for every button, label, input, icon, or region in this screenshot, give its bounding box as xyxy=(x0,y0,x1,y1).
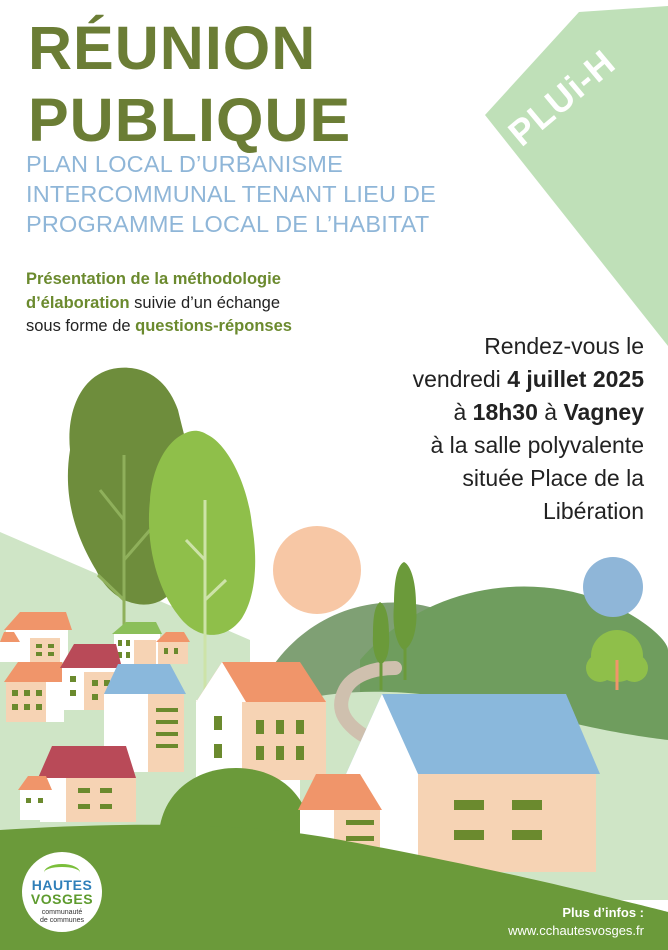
rdv-line-5: située Place de la xyxy=(462,465,644,491)
house-left-orange xyxy=(4,662,66,722)
presentation-highlight-3: questions-réponses xyxy=(135,317,292,335)
hautes-vosges-logo xyxy=(22,852,102,932)
subtitle-line-2: INTERCOMMUNAL TENANT LIEU DE xyxy=(26,181,436,207)
presentation-text xyxy=(26,268,292,339)
title-line-2: PUBLIQUE xyxy=(28,86,352,154)
house-foreground-blue xyxy=(346,694,600,872)
rdv-town: Vagney xyxy=(563,399,644,425)
rdv-line-2: vendredi xyxy=(412,366,508,392)
house-main-orange xyxy=(196,662,326,780)
more-info xyxy=(508,904,644,940)
logo-line-3b: de communes xyxy=(40,917,84,924)
sun xyxy=(273,526,361,614)
logo-line-3a: communauté xyxy=(41,909,83,916)
house-lower-red xyxy=(38,746,136,822)
pluih-badge: PLUi-H xyxy=(500,41,624,154)
house-far-2 xyxy=(112,622,162,664)
rdv-line-1: Rendez-vous le xyxy=(484,333,644,359)
more-info-url[interactable]: www.cchautesvosges.fr xyxy=(508,923,644,938)
presentation-text-3: sous forme de xyxy=(26,317,136,335)
logo-line-3 xyxy=(22,909,102,925)
logo-line-1: HAUTES xyxy=(31,877,93,893)
rendezvous-block xyxy=(413,330,644,528)
rdv-time: 18h30 xyxy=(472,399,538,425)
subtitle-line-3: PROGRAMME LOCAL DE L’HABITAT xyxy=(26,211,430,237)
more-info-label: Plus d’infos : xyxy=(562,905,644,920)
logo-line-2: VOSGES xyxy=(30,891,94,907)
rdv-line-3a: à xyxy=(453,399,473,425)
title-line-1: RÉUNION xyxy=(28,14,317,82)
rdv-line-6: Libération xyxy=(542,498,644,524)
presentation-highlight-1: Présentation de la méthodologie xyxy=(26,270,281,288)
rdv-date: 4 juillet 2025 xyxy=(507,366,644,392)
presentation-highlight-2: d’élaboration xyxy=(26,293,130,312)
sky-ball xyxy=(583,557,643,617)
presentation-text-2: suivie d’un échange xyxy=(129,293,281,312)
rdv-line-3b: à xyxy=(537,399,564,425)
rdv-line-4: à la salle polyvalente xyxy=(430,432,644,458)
subtitle-line-1: PLAN LOCAL D’URBANISME xyxy=(26,151,343,177)
